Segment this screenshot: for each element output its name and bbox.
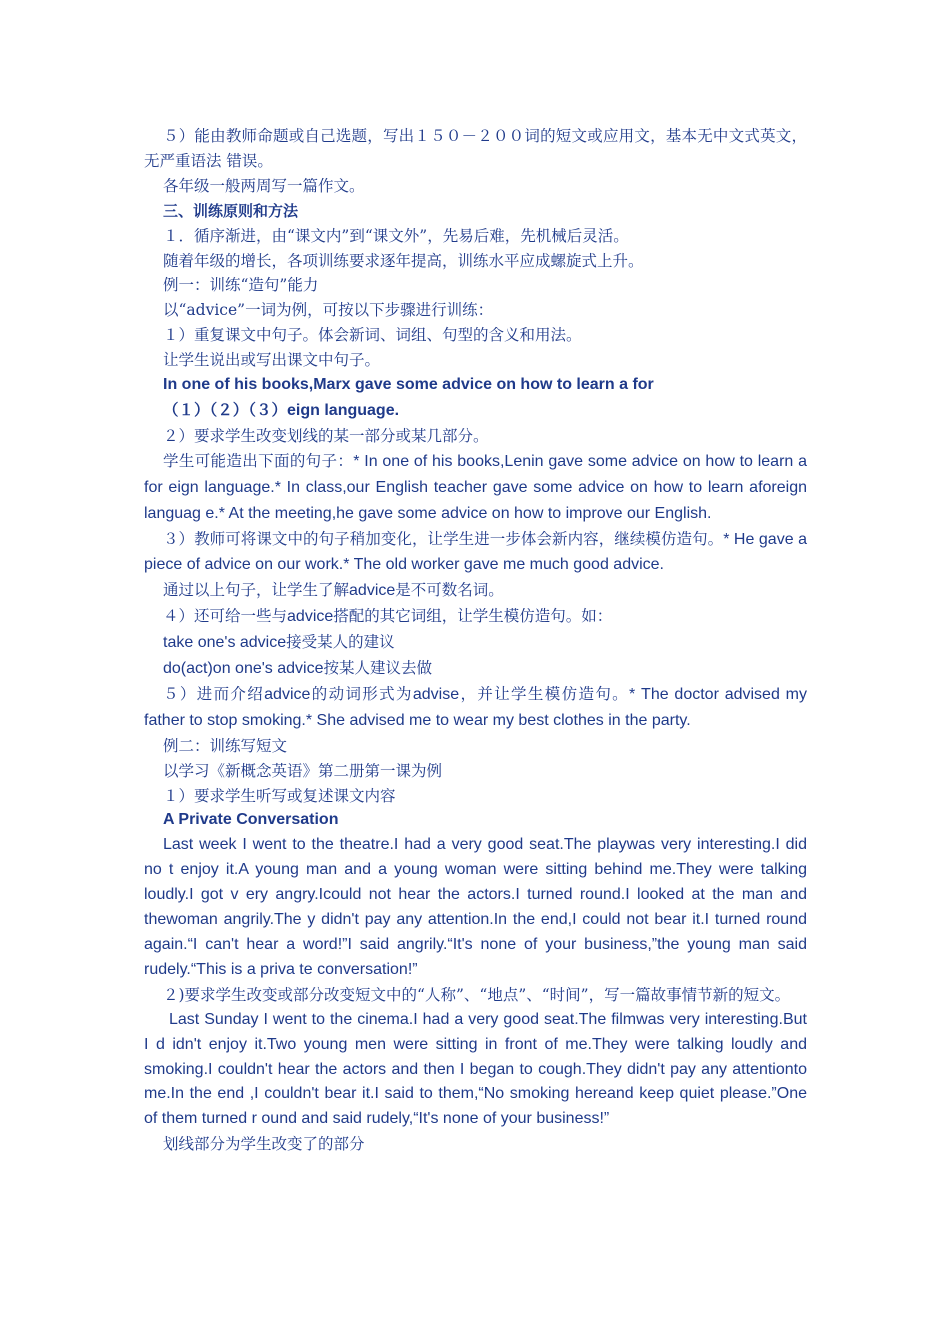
- paragraph-frequency: 各年级一般两周写一篇作文。: [163, 176, 365, 195]
- underline-note: 划线部分为学生改变了的部分: [163, 1135, 365, 1154]
- step-3: [144, 527, 807, 579]
- advice-intro: 以“advice”一词为例，可按以下步骤进行训练：: [163, 301, 494, 320]
- paragraph-progression: 随着年级的增长，各项训练要求逐年提高，训练水平应成螺旋式上升。: [163, 251, 644, 270]
- student-rewrite-text: Last Sunday I went to the cinema.I had a very good seat.The filmwas very interesting.But I d idn't enjoy it.Two young men were sitting in front of me.They were talking loudly and smoking.I couldn't hear the actors and then I began to cough.They didn't pay any attentionto me.In the end ,I couldn't bear it.I said to them,“No smoking hereand keep quiet please.”One of them turned r ound and said rudely,“It's none of your business!”: [144, 1010, 807, 1128]
- step-4: [144, 604, 807, 630]
- phrase-take-advice: [144, 630, 807, 656]
- step-3-sentences: * He gave a piece of advice on our work.* The old worker gave me much good advice.: [144, 530, 807, 574]
- step-5-word-verb: advise: [412, 685, 460, 703]
- student-sentences-text: * In one of his books,Lenin gave some advice on how to learn a for eign language.* In class,our English teacher gave some advice on how to learn aforeign languag e.* At the meeting,he gave some advice on how to improve our English.: [144, 452, 807, 522]
- phrase-take-advice-en: take one's advice: [163, 634, 287, 652]
- step-3-label: ３）教师可将课文中的句子稍加变化，让学生进一步体会新内容，继续模仿造句。: [163, 529, 724, 548]
- phrase-act-on-advice: [144, 656, 807, 682]
- uncountable-note-word: advice: [349, 582, 396, 600]
- step-5-sentences: * The doctor advised my father to stop smoking.* She advised me to wear my best clothes in the party.: [144, 685, 807, 729]
- example-2-step-2: ２)要求学生改变或部分改变短文中的“人称”、“地点”、“时间”，写一篇故事情节新的短文。: [163, 985, 791, 1004]
- paragraph-requirement-5: ５）能由教师命题或自己选题，写出１５０－２００词的短文或应用文，基本无中文式英文，无严重语法 错误。: [144, 127, 807, 170]
- document-page: [144, 124, 807, 1157]
- phrase-act-on-advice-en: do(act)on one's advice: [163, 660, 324, 678]
- student-sentences: [144, 449, 807, 527]
- step-2: ２）要求学生改变划线的某一部分或某几部分。: [163, 426, 489, 445]
- underline-markers: （１）（２）（３）: [163, 399, 288, 419]
- example-2-intro: 以学习《新概念英语》第二册第一课为例: [163, 761, 443, 780]
- section-heading-3: 三、训练原则和方法: [163, 201, 299, 220]
- sample-sentence-markers: [144, 398, 807, 424]
- example-1-title: 例一：训练“造句”能力: [163, 276, 319, 295]
- lesson-text: Last week I went to the theatre.I had a very good seat.The playwas very interesting.I did no t enjoy it.A young man and a young woman were sitting behind me.They were talking loudly.I got v ery angry.Icould not hear the actors.I turned round.I looked at the man and thewoman angrily.The y didn't pay any attention.In the end,I could not bear it.I turned round again.“I can't hear a word!”I said angrily.“It's none of your business,”the young man said rudely.“This is a priva te conversation!”: [144, 836, 807, 978]
- step-4-word: advice: [287, 608, 334, 626]
- phrase-take-advice-cn: 接受某人的建议: [286, 633, 395, 652]
- lesson-title: A Private Conversation: [163, 811, 339, 829]
- step-5: [144, 682, 807, 734]
- uncountable-note-c: 是不可数名词。: [395, 581, 504, 600]
- step-4-a: ４）还可给一些与: [163, 607, 288, 626]
- phrase-act-on-advice-cn: 按某人建议去做: [323, 659, 432, 678]
- step-5-a: ５）进而介绍: [163, 684, 265, 703]
- sample-sentence-tail: eign language.: [287, 401, 400, 419]
- step-4-c: 搭配的其它词组，让学生模仿造句。如：: [333, 607, 613, 626]
- step-5-c: 的动词形式为: [310, 684, 413, 703]
- step-1-detail: 让学生说出或写出课文中句子。: [163, 351, 381, 370]
- principle-1: １．循序渐进，由“课文内”到“课文外”，先易后难，先机械后灵活。: [163, 226, 629, 245]
- student-sentences-label: 学生可能造出下面的句子：: [163, 451, 354, 470]
- step-5-word-noun: advice: [264, 685, 311, 703]
- example-2-step-1: １）要求学生听写或复述课文内容: [163, 786, 396, 805]
- step-5-e: ，并让学生模仿造句。: [459, 684, 630, 703]
- example-2-title: 例二：训练写短文: [163, 736, 288, 755]
- step-1: １）重复课文中句子。体会新词、词组、句型的含义和用法。: [163, 326, 582, 345]
- uncountable-note-a: 通过以上句子，让学生了解: [163, 581, 350, 600]
- sample-sentence-marx: In one of his books,Marx gave some advice on how to learn a for: [163, 376, 654, 394]
- uncountable-note: [144, 578, 807, 604]
